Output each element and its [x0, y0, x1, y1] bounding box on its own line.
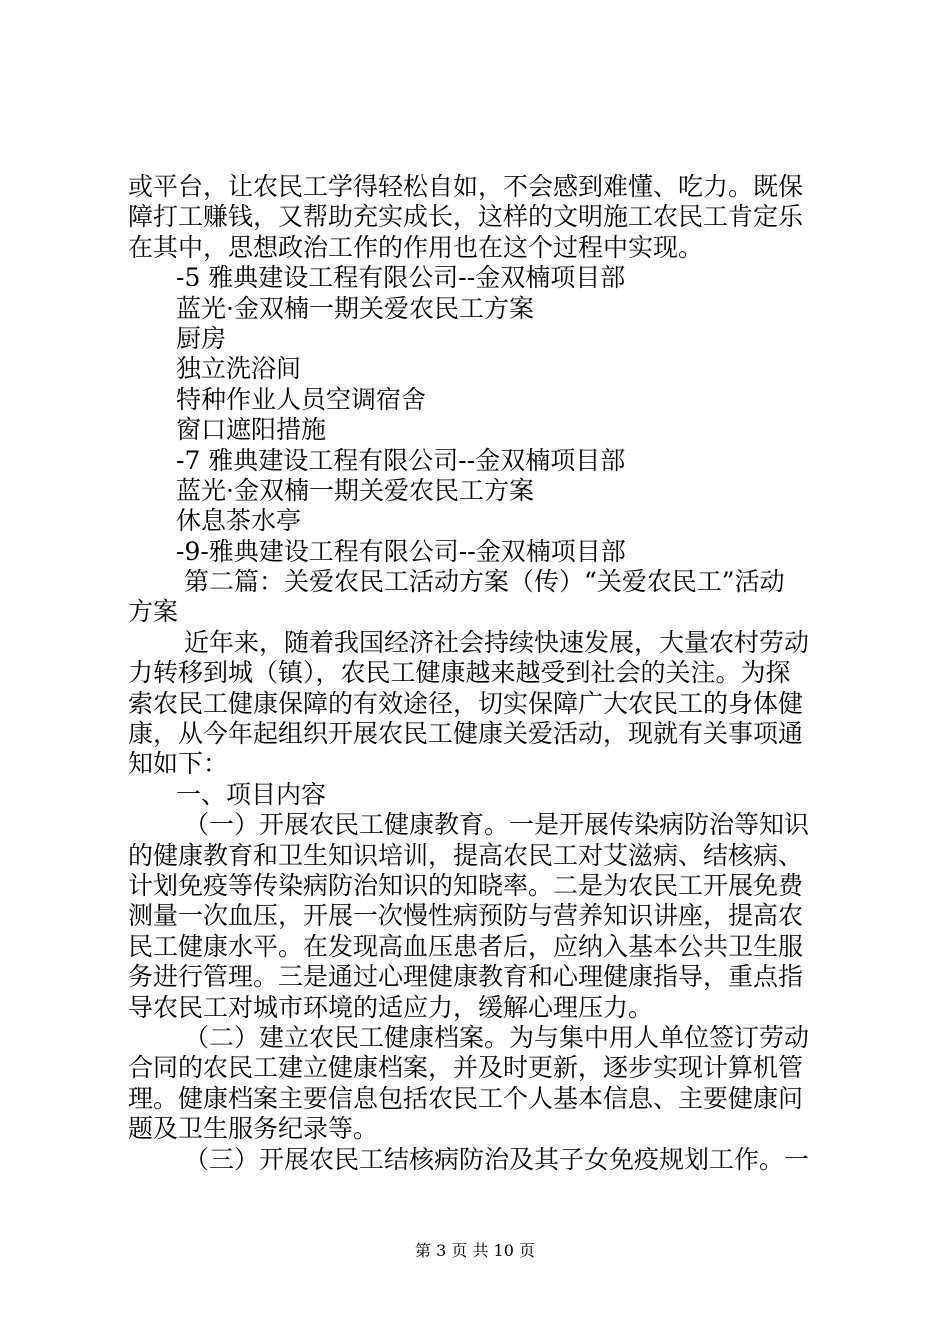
text-line: 导农民工对城市环境的适应力，缓解心理压力。 [128, 992, 654, 1022]
text-line: -7 雅典建设工程有限公司--金双楠项目部 [176, 445, 626, 475]
text-line: 近年来，随着我国经济社会持续快速发展，大量农村劳动 [184, 627, 810, 657]
text-line: 在其中，思想政治工作的作用也在这个过程中实现。 [128, 232, 704, 262]
text-line: -9-雅典建设工程有限公司--金双楠项目部 [176, 536, 626, 566]
text-line: （二）建立农民工健康档案。为与集中用人单位签订劳动 [184, 1022, 810, 1052]
text-line: 一、项目内容 [176, 779, 327, 809]
text-line: 理。健康档案主要信息包括农民工个人基本信息、主要健康问 [128, 1083, 804, 1113]
text-line: 蓝光·金双楠一期关爱农民工方案 [176, 475, 534, 505]
text-line: 窗口遮阳措施 [176, 415, 327, 445]
text-line: -5 雅典建设工程有限公司--金双楠项目部 [176, 263, 626, 293]
document-body [128, 172, 828, 1175]
text-line: 独立洗浴间 [176, 354, 302, 384]
text-line: 蓝光·金双楠一期关爱农民工方案 [176, 293, 534, 323]
text-line: 特种作业人员空调宿舍 [176, 384, 427, 414]
text-line: 休息茶水亭 [176, 506, 302, 536]
page-footer: 第 3 页 共 10 页 [415, 1241, 535, 1260]
text-line: 合同的农民工建立健康档案，并及时更新，逐步实现计算机管 [128, 1053, 804, 1083]
text-line: 康，从今年起组织开展农民工健康关爱活动，现就有关事项通 [128, 719, 804, 749]
text-line: 力转移到城（镇），农民工健康越来越受到社会的关注。为探 [128, 658, 791, 688]
text-line: 务进行管理。三是通过心理健康教育和心理健康指导，重点指 [128, 962, 804, 992]
text-line: 索农民工健康保障的有效途径，切实保障广大农民工的身体健 [128, 688, 804, 718]
text-line: 厨房 [176, 323, 227, 353]
text-line: 方案 [128, 597, 179, 627]
text-line: 测量一次血压，开展一次慢性病预防与营养知识讲座，提高农 [128, 901, 804, 931]
text-line: 知如下： [128, 749, 229, 779]
text-line: （一）开展农民工健康教育。一是开展传染病防治等知识 [184, 810, 810, 840]
text-line: 计划免疫等传染病防治知识的知晓率。二是为农民工开展免费 [128, 870, 804, 900]
text-line: 的健康教育和卫生知识培训，提高农民工对艾滋病、结核病、 [128, 840, 804, 870]
text-line: 或平台，让农民工学得轻松自如，不会感到难懂、吃力。既保 [128, 172, 804, 201]
text-line: 第二篇：关爱农民工活动方案（传）“关爱农民工”活动 [184, 567, 785, 597]
text-line: 障打工赚钱，又帮助充实成长，这样的文明施工农民工肯定乐 [128, 202, 804, 232]
text-line: 题及卫生服务纪录等。 [128, 1114, 379, 1144]
text-line: 民工健康水平。在发现高血压患者后，应纳入基本公共卫生服 [128, 931, 804, 961]
text-line: （三）开展农民工结核病防治及其子女免疫规划工作。一 [184, 1144, 810, 1174]
